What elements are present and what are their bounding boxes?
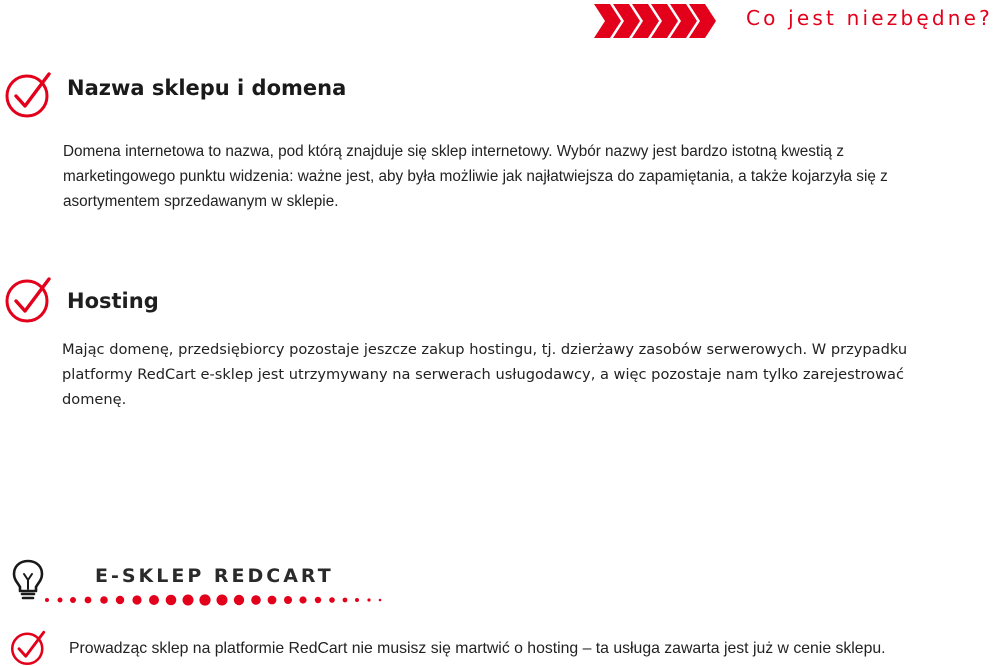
section-title-domain: Nazwa sklepu i domena	[67, 76, 347, 100]
tip-title: E-SKLEP REDCART	[95, 565, 334, 587]
section-body-hosting: Mając domenę, przedsiębiorcy pozostaje jeszcze zakup hostingu, tj. dzierżawy zasobów serwerowych. W przypadku platformy RedCart e-sklep jest utrzymywany na serwerach usługodawcy, a więc pozostaje nam tylko zarejestrować domenę.	[62, 341, 908, 408]
section-title-hosting: Hosting	[67, 289, 159, 313]
tagline: Co jest niezbędne?	[746, 6, 993, 30]
check-circle-icon	[4, 71, 52, 119]
check-circle-icon	[4, 276, 52, 324]
section-body-domain: Domena internetowa to nazwa, pod którą znajduje się sklep internetowy. Wybór nazwy jest bardzo istotną kwestią z marketingowego punktu widzenia: ważne jest, aby była możliwie jak najłatwiejsza do zapamiętania, a także kojarzyła się z asortymentem sprzedawanym w sklepie.	[63, 143, 888, 210]
tip-text: Prowadząc sklep na platformie RedCart nie musisz się martwić o hosting – ta usługa zawarta jest już w cenie sklepu.	[69, 640, 886, 657]
chevron-arrows-decoration	[594, 4, 724, 38]
dotted-divider	[44, 593, 394, 607]
lightbulb-icon	[10, 558, 46, 602]
check-circle-icon	[10, 630, 46, 666]
